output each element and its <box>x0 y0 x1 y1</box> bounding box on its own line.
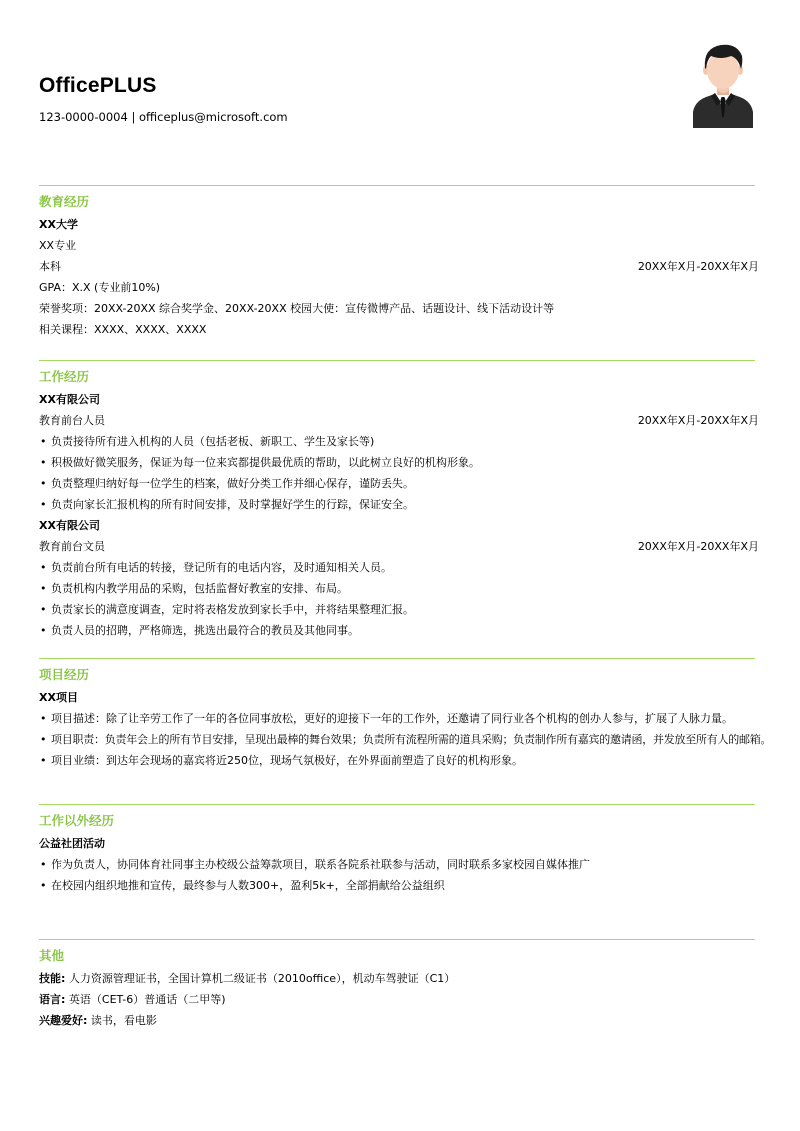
list-item: • 作为负责人，协同体育社同事主办校级公益筹款项目，联系各院系社联参与活动，同时联系多家校园自媒体推广 <box>39 854 755 875</box>
person-avatar-icon <box>691 42 755 128</box>
major: XX专业 <box>39 239 77 252</box>
list-item: • 负责机构内教学用品的采购，包括监督好教室的安排、布局。 <box>39 578 755 599</box>
list-item: • 项目描述：除了让辛劳工作了一年的各位同事放松，更好的迎接下一年的工作外，还邀请了同行业各个机构的创办人参与，扩展了人脉力量。 <box>39 708 755 729</box>
education-date: 20XX年X月-20XX年X月 <box>637 260 759 273</box>
section-divider <box>39 658 755 659</box>
projects-section <box>39 658 772 771</box>
education-section <box>39 185 759 340</box>
gpa: GPA：X.X (专业前10%) <box>39 281 161 294</box>
job-role-row <box>39 536 759 557</box>
section-title-work: 工作经历 <box>39 369 90 384</box>
degree-row <box>39 256 759 277</box>
work-section <box>39 360 759 641</box>
job-role: 教育前台人员 <box>39 414 105 427</box>
degree: 本科 <box>39 260 61 273</box>
honors: 荣誉奖项：20XX-20XX 综合奖学金、20XX-20XX 校园大使：宣传微博产品、话题设计、线下活动设计等 <box>39 302 555 315</box>
list-item: • 项目职责：负责年会上的所有节目安排，呈现出最棒的舞台效果；负责所有流程所需的道具采购；负责制作所有嘉宾的邀请函，并发放至所有人的邮箱。 <box>39 729 755 750</box>
list-item: • 负责接待所有进入机构的人员（包括老板、新职工、学生及家长等) <box>39 431 755 452</box>
list-item: • 负责前台所有电话的转接，登记所有的电话内容，及时通知相关人员。 <box>39 557 755 578</box>
hobby-row <box>39 1010 755 1031</box>
section-title-education: 教育经历 <box>39 194 90 209</box>
list-item: • 项目业绩：到达年会现场的嘉宾将近250位，现场气氛极好，在外界面前塑造了良好的机构形象。 <box>39 750 755 771</box>
section-divider <box>39 360 755 361</box>
language-value: 英语（CET-6）普通话（二甲等) <box>65 993 226 1006</box>
skills-label: 技能: <box>39 972 66 985</box>
language-label: 语言: <box>39 993 66 1006</box>
job-role: 教育前台文员 <box>39 540 105 553</box>
language-row <box>39 989 755 1010</box>
other-section <box>39 939 755 1031</box>
list-item: • 积极做好微笑服务，保证为每一位来宾都提供最优质的帮助，以此树立良好的机构形象。 <box>39 452 755 473</box>
skills-row <box>39 968 755 989</box>
list-item: • 负责人员的招聘，严格筛选，挑选出最符合的教员及其他同事。 <box>39 620 755 641</box>
section-divider <box>39 185 755 186</box>
school-name: XX大学 <box>39 218 78 231</box>
contact-info: 123-0000-0004 | officeplus@microsoft.com <box>39 110 288 124</box>
job-date: 20XX年X月-20XX年X月 <box>637 540 759 553</box>
list-item: • 负责家长的满意度调查，定时将表格发放到家长手中，并将结果整理汇报。 <box>39 599 755 620</box>
section-title-projects: 项目经历 <box>39 667 90 682</box>
company-name: XX有限公司 <box>39 393 100 406</box>
section-title-extra: 工作以外经历 <box>39 813 115 828</box>
list-item: • 负责向家长汇报机构的所有时间安排，及时掌握好学生的行踪，保证安全。 <box>39 494 755 515</box>
hobby-value: 读书，看电影 <box>87 1014 157 1027</box>
job-role-row <box>39 410 759 431</box>
candidate-name: OfficePLUS <box>39 74 157 97</box>
skills-value: 人力资源管理证书，全国计算机二级证书（2010office），机动车驾驶证（C1） <box>65 972 456 985</box>
company-name: XX有限公司 <box>39 519 100 532</box>
hobby-label: 兴趣爱好: <box>39 1014 88 1027</box>
section-title-other: 其他 <box>39 948 65 963</box>
section-divider <box>39 804 755 805</box>
activity-name: 公益社团活动 <box>39 837 105 850</box>
list-item: • 负责整理归纳好每一位学生的档案，做好分类工作并细心保存，谨防丢失。 <box>39 473 755 494</box>
list-item: • 在校园内组织地推和宣传，最终参与人数300+，盈利5k+，全部捐献给公益组织 <box>39 875 755 896</box>
job-date: 20XX年X月-20XX年X月 <box>637 414 759 427</box>
project-name: XX项目 <box>39 691 78 704</box>
courses: 相关课程：XXXX、XXXX、XXXX <box>39 323 207 336</box>
extra-section <box>39 804 755 896</box>
section-divider <box>39 939 755 940</box>
